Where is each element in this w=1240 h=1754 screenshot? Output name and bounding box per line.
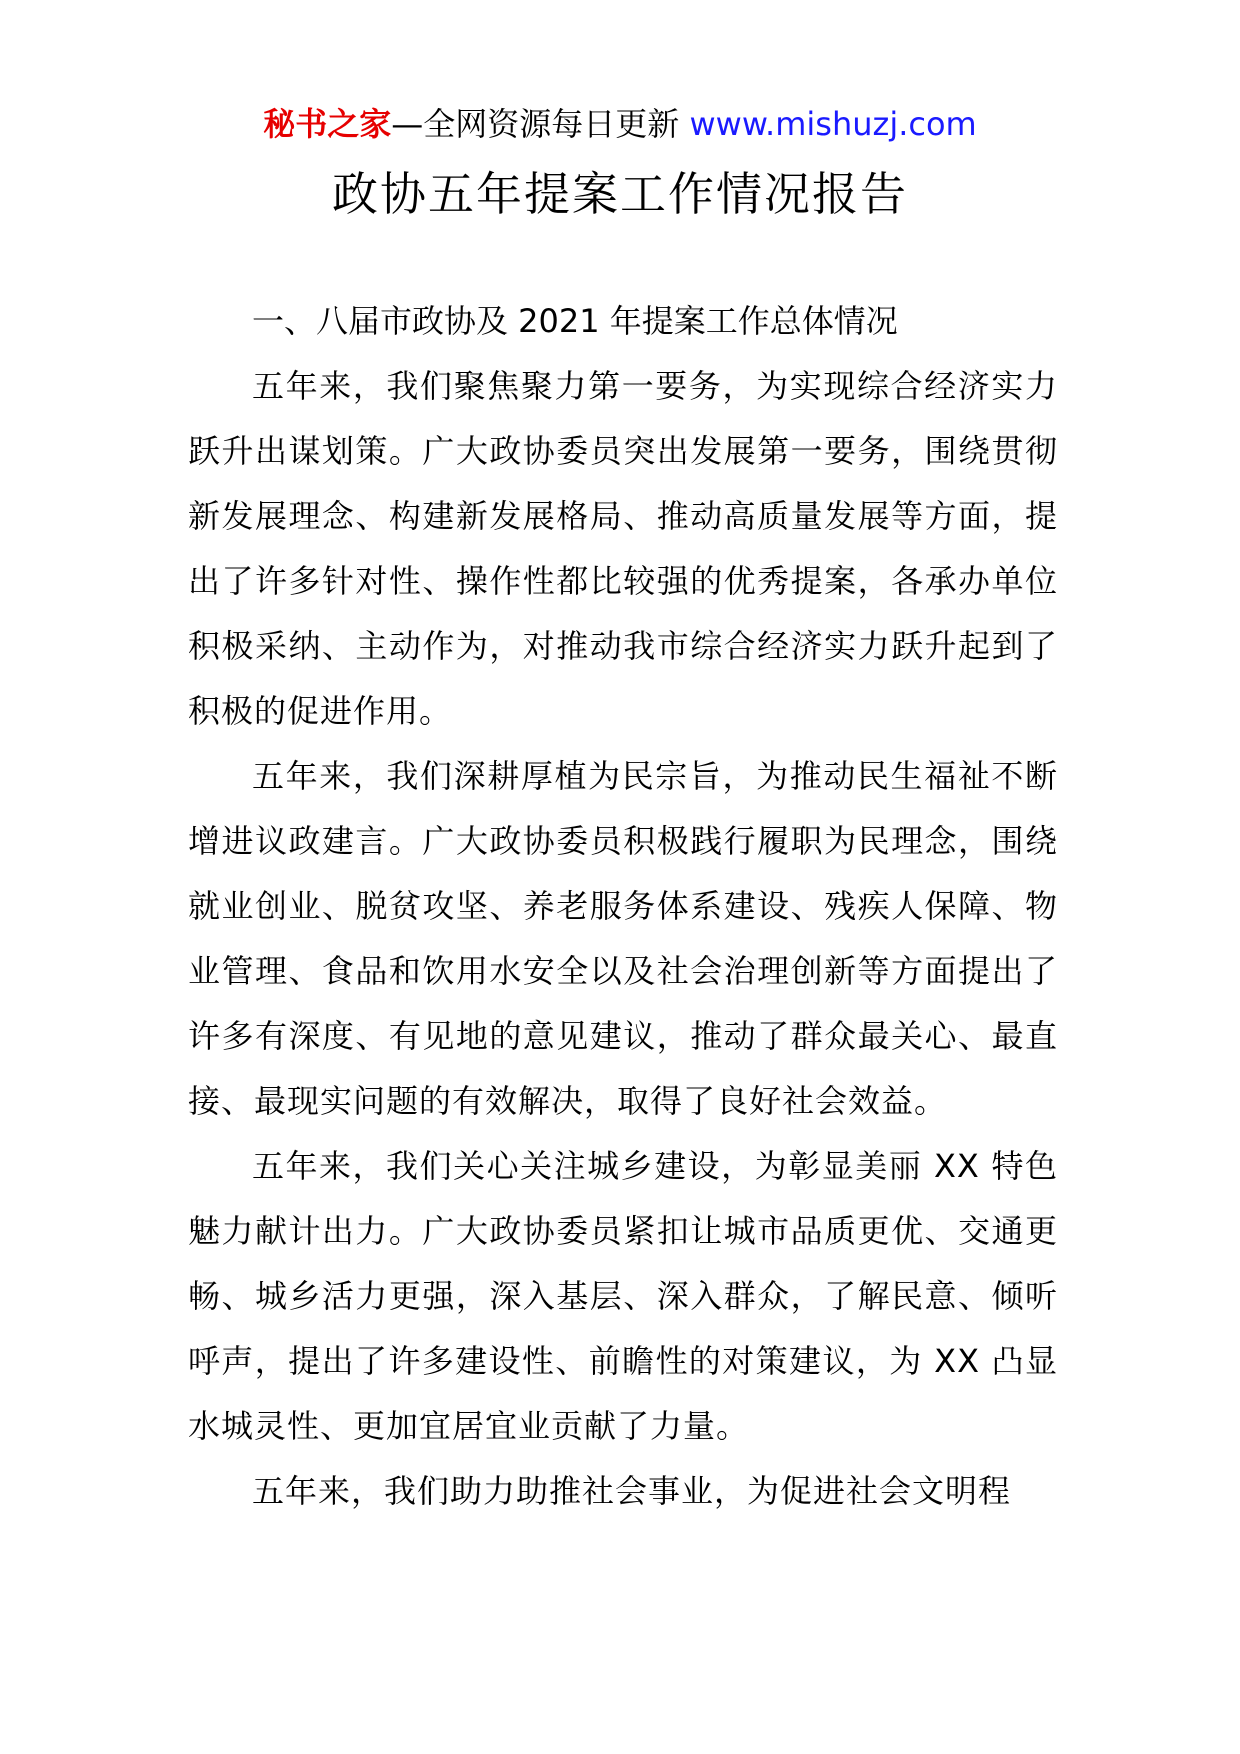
banner-url-link[interactable]: www.mishuzj.com	[689, 105, 977, 143]
body-paragraph: 五年来，我们助力助推社会事业，为促进社会文明程	[252, 1472, 1012, 1510]
site-banner	[0, 102, 1240, 146]
banner-slogan: —全网资源每日更新	[391, 105, 690, 143]
document-body	[188, 289, 1058, 1524]
document-title: 政协五年提案工作情况报告	[332, 167, 908, 221]
section-heading: 一、八届市政协及 2021 年提案工作总体情况	[252, 302, 898, 340]
body-paragraph: 五年来，我们深耕厚植为民宗旨，为推动民生福祉不断增进议政建言。广大政协委员积极践行履职为民理念，围绕就业创业、脱贫攻坚、养老服务体系建设、残疾人保障、物业管理、食品和饮用水安全以及社会治理创新等方面提出了许多有深度、有见地的意见建议，推动了群众最关心、最直接、最现实问题的有效解决，取得了良好社会效益。	[188, 757, 1058, 1120]
body-paragraph: 五年来，我们关心关注城乡建设，为彰显美丽 XX 特色魅力献计出力。广大政协委员紧扣让城市品质更优、交通更畅、城乡活力更强，深入基层、深入群众，了解民意、倾听呼声，提出了许多建设性、前瞻性的对策建议，为 XX 凸显水城灵性、更加宜居宜业贡献了力量。	[188, 1147, 1058, 1445]
brand-name: 秘书之家	[263, 105, 392, 143]
body-paragraph: 五年来，我们聚焦聚力第一要务，为实现综合经济实力跃升出谋划策。广大政协委员突出发展第一要务，围绕贯彻新发展理念、构建新发展格局、推动高质量发展等方面，提出了许多针对性、操作性都比较强的优秀提案，各承办单位积极采纳、主动作为，对推动我市综合经济实力跃升起到了积极的促进作用。	[188, 367, 1058, 730]
